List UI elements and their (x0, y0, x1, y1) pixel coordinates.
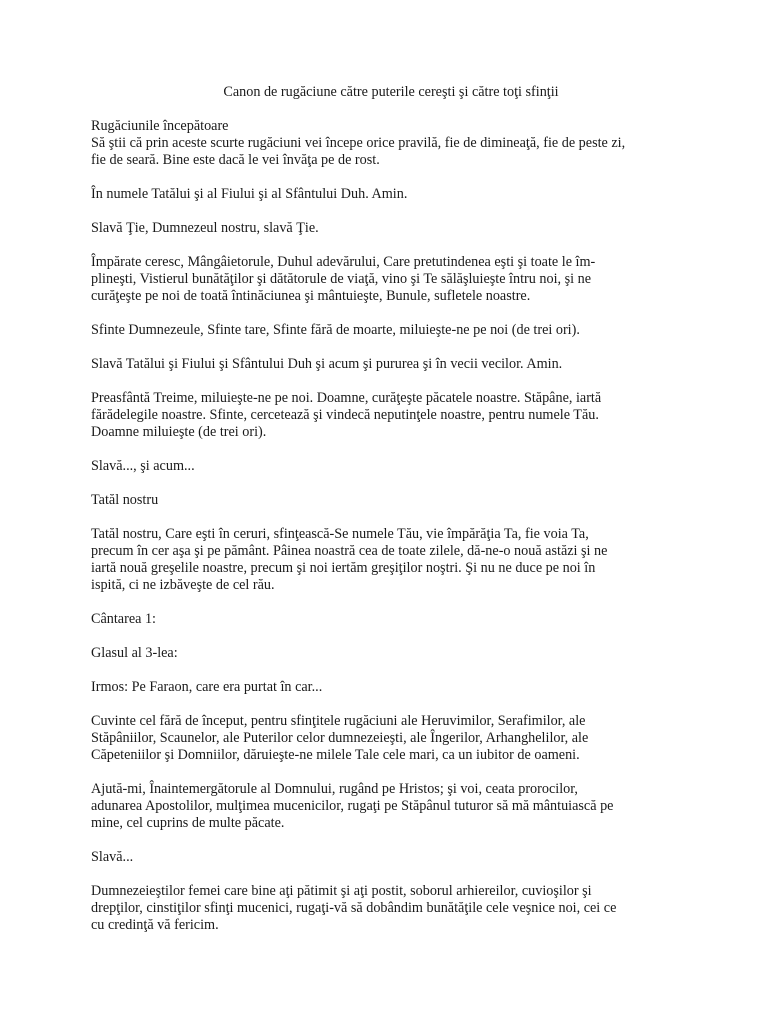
paragraph (91, 322, 691, 339)
text-line: curăţeşte pe noi de toată întinăciunea şi mântuieşte, Bunule, sufletele noastre. (91, 288, 531, 304)
text-line: Slavă Ţie, Dumnezeul nostru, slavă Ţie. (91, 220, 319, 236)
text-line: adunarea Apostolilor, mulţimea mucenicilor, rugaţi pe Stăpânul tuturor să mă mântuiască pe (91, 798, 614, 814)
text-line: Tatăl nostru (91, 492, 159, 508)
text-line: Cuvinte cel fără de început, pentru sfinţitele rugăciuni ale Heruvimilor, Serafimilor, ale (91, 713, 586, 729)
text-line: Preasfântă Treime, miluieşte-ne pe noi. Doamne, curăţeşte păcatele noastre. Stăpâne, iartă (91, 390, 602, 406)
text-line: Cântarea 1: (91, 611, 156, 627)
paragraph (91, 781, 691, 832)
text-line: fărădelegile noastre. Sfinte, cercetează şi vindecă neputinţele noastre, pentru numele Tău. (91, 407, 599, 423)
paragraph (91, 220, 691, 237)
text-line: fie de seară. Bine este dacă le vei învăţa pe de rost. (91, 152, 380, 168)
text-line: Rugăciunile începătoare (91, 118, 229, 134)
text-line: Căpeteniilor şi Domniilor, dăruieşte-ne milele Tale cele mari, ca un iubitor de oameni. (91, 747, 580, 763)
paragraph (91, 679, 691, 696)
paragraph (91, 526, 691, 594)
paragraph (91, 390, 691, 441)
text-line: Împărate ceresc, Mângâietorule, Duhul adevărului, Care pretutindenea eşti şi toate le îm- (91, 254, 596, 270)
text-line: Slavă..., şi acum... (91, 458, 195, 474)
text-line: Dumnezeieştilor femei care bine aţi pătimit şi aţi postit, soborul arhiereilor, cuvioşilor şi (91, 883, 592, 899)
paragraph (91, 356, 691, 373)
text-line: Glasul al 3-lea: (91, 645, 178, 661)
paragraph (91, 458, 691, 475)
paragraph (91, 611, 691, 628)
document-title: Canon de rugăciune către puterile cereşti şi către toţi sfinţii (223, 84, 559, 100)
text-line: Slavă... (91, 849, 134, 865)
paragraph (91, 118, 691, 169)
text-line: plineşti, Vistierul bunătăţilor şi dătătorule de viaţă, vino şi Te sălăşluieşte întru noi, şi ne (91, 271, 592, 287)
text-line: Doamne miluieşte (de trei ori). (91, 424, 267, 440)
text-line: Stăpâniilor, Scaunelor, ale Puterilor celor dumnezeieşti, ale Îngerilor, Arhanghelilor, ale (91, 730, 589, 746)
text-line: mine, cel cuprins de multe păcate. (91, 815, 285, 831)
text-line: iartă nouă greşelile noastre, precum şi noi iertăm greşiţilor noştri. Şi nu ne duce pe noi în (91, 560, 596, 576)
paragraph (91, 849, 691, 866)
text-line: precum în cer aşa şi pe pământ. Pâinea noastră cea de toate zilele, dă-ne-o nouă astăzi şi ne (91, 543, 608, 559)
text-line: cu credinţă vă fericim. (91, 917, 219, 933)
paragraph (91, 713, 691, 764)
paragraph (91, 254, 691, 305)
document-body (91, 118, 691, 934)
text-line: În numele Tatălui şi al Fiului şi al Sfântului Duh. Amin. (91, 186, 408, 202)
text-line: Irmos: Pe Faraon, care era purtat în car... (91, 679, 323, 695)
text-line: Ajută-mi, Înaintemergătorule al Domnului, rugând pe Hristos; şi voi, ceata prorocilor, (91, 781, 578, 797)
paragraph (91, 186, 691, 203)
paragraph (91, 883, 691, 934)
paragraph (91, 492, 691, 509)
text-line: Slavă Tatălui şi Fiului şi Sfântului Duh şi acum şi pururea şi în vecii vecilor. Amin. (91, 356, 563, 372)
document-page (91, 84, 691, 951)
text-line: ispită, ci ne izbăveşte de cel rău. (91, 577, 275, 593)
text-line: Tatăl nostru, Care eşti în ceruri, sfinţească-Se numele Tău, vie împărăţia Ta, fie voia Ta, (91, 526, 589, 542)
text-line: drepţilor, cinstiţilor sfinţi mucenici, rugaţi-vă să dobândim bunătăţile cele veşnice noi, cei ce (91, 900, 617, 916)
paragraph (91, 645, 691, 662)
text-line: Sfinte Dumnezeule, Sfinte tare, Sfinte fără de moarte, miluieşte-ne pe noi (de trei ori). (91, 322, 580, 338)
text-line: Să ştii că prin aceste scurte rugăciuni vei începe orice pravilă, fie de dimineaţă, fie de peste zi, (91, 135, 626, 151)
